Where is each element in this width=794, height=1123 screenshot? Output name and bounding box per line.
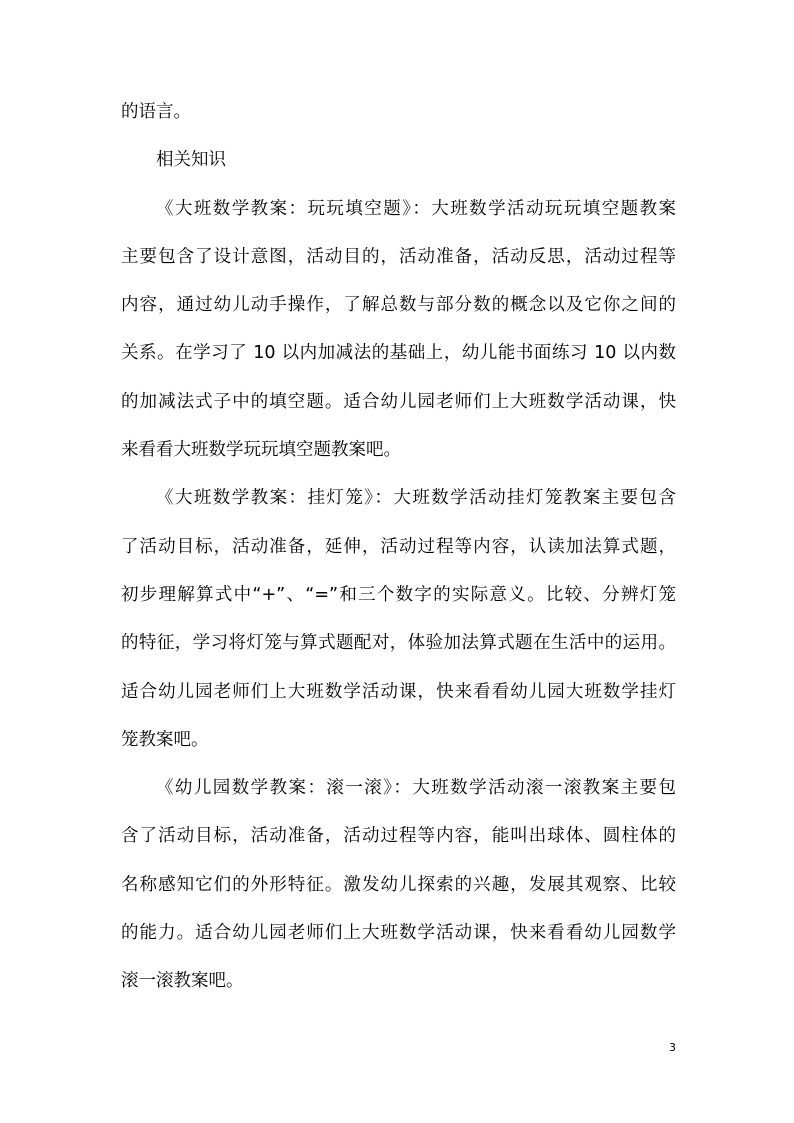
page-number: 3 (669, 1041, 676, 1054)
body-text (121, 88, 676, 1006)
text-line: 关系。在学习了 10 以内加减法的基础上，幼儿能书面练习 10 以内数 (121, 343, 676, 364)
paragraph-first-line: 《大班数学教案：挂灯笼》：大班数学活动挂灯笼教案主要包含 (156, 488, 676, 509)
text-line: 的能力。适合幼儿园老师们上大班数学活动课，快来看看幼儿园数学 (121, 923, 676, 944)
text-line: 笼教案吧。 (121, 729, 209, 750)
paragraph-first-line: 《幼儿园数学教案：滚一滚》：大班数学活动滚一滚教案主要包 (156, 778, 676, 799)
text-line: 了活动目标，活动准备，延伸，活动过程等内容，认读加法算式题， (121, 536, 676, 557)
text-line: 名称感知它们的外形特征。激发幼儿探索的兴趣，发展其观察、比较 (121, 874, 676, 895)
text-line: 内容，通过幼儿动手操作，了解总数与部分数的概念以及它你之间的 (121, 295, 676, 316)
text-line: 含了活动目标，活动准备，活动过程等内容，能叫出球体、圆柱体的 (121, 826, 676, 847)
text-line: 主要包含了设计意图，活动目的，活动准备，活动反思，活动过程等 (121, 246, 676, 267)
text-line: 初步理解算式中“+”、“=”和三个数字的实际意义。比较、分辨灯笼 (121, 584, 676, 605)
text-line: 的特征，学习将灯笼与算式题配对，体验加法算式题在生活中的运用。 (121, 633, 676, 654)
text-line: 的加减法式子中的填空题。适合幼儿园老师们上大班数学活动课，快 (121, 391, 676, 412)
text-line: 适合幼儿园老师们上大班数学活动课，快来看看幼儿园大班数学挂灯 (121, 681, 676, 702)
text-line: 的语言。 (121, 102, 191, 122)
text-line: 来看看大班数学玩玩填空题教案吧。 (121, 440, 401, 461)
paragraph-first-line: 《大班数学教案：玩玩填空题》：大班数学活动玩玩填空题教案 (156, 198, 676, 219)
paragraph-first-line: 相关知识 (156, 150, 226, 171)
text-line: 滚一滚教案吧。 (121, 971, 244, 992)
